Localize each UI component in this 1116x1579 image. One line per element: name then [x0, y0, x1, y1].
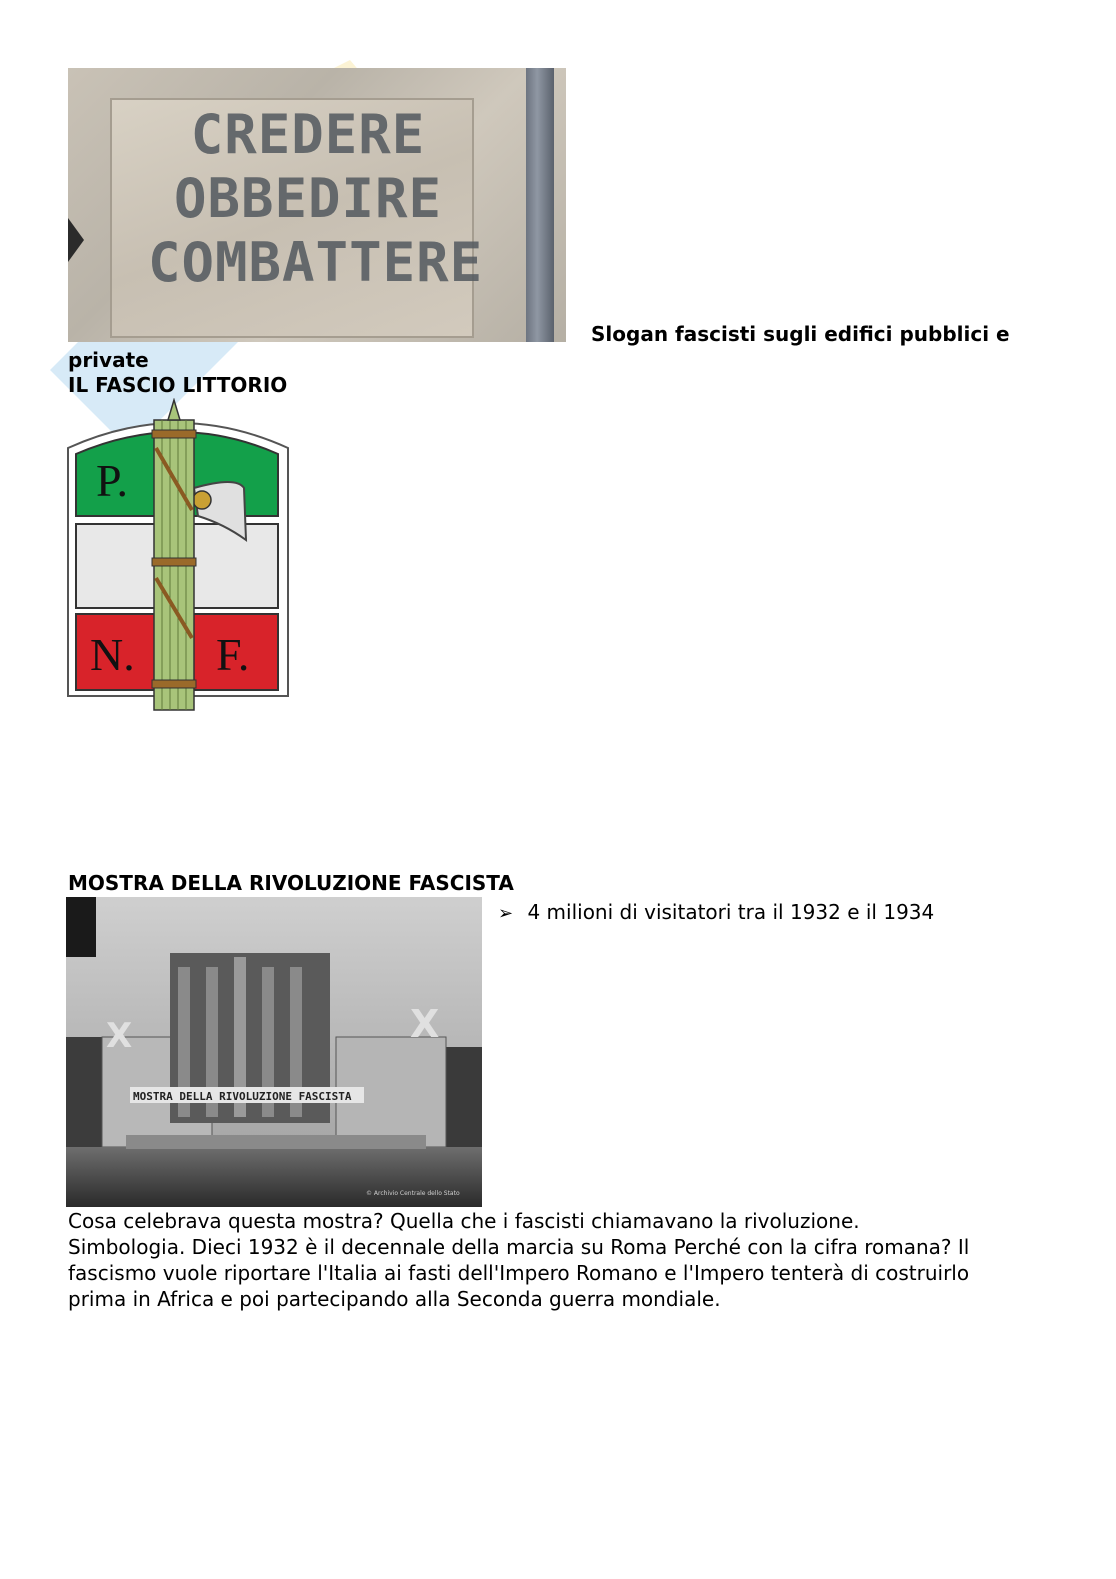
binding-band-3: [152, 680, 196, 688]
emblem-letter-f: F.: [216, 629, 250, 680]
paragraph-line-2: Simbologia. Dieci 1932 è il decennale della marcia su Roma Perché con la cifra romana? Il: [68, 1235, 970, 1259]
drain-pipe: [526, 68, 554, 342]
emblem-letter-p: P.: [96, 455, 128, 506]
left-building: [66, 1037, 106, 1157]
binding-band-2: [152, 558, 196, 566]
photo-dark-edge: [68, 218, 84, 262]
heading-fascio-littorio: IL FASCIO LITTORIO: [68, 373, 288, 397]
photo-credit: © Archivio Centrale dello Stato: [366, 1190, 460, 1197]
bullet-item: [498, 899, 934, 927]
mostra-photo: [66, 897, 482, 1207]
heading-mostra: MOSTRA DELLA RIVOLUZIONE FASCISTA: [68, 871, 514, 895]
paragraph-line-1: Cosa celebrava questa mostra? Quella che i fascisti chiamavano la rivoluzione.: [68, 1209, 860, 1233]
roman-x-left: X: [106, 1016, 133, 1056]
paragraph-line-4: prima in Africa e poi partecipando alla Seconda guerra mondiale.: [68, 1287, 721, 1311]
slogan-line-2: OBBEDIRE: [173, 167, 443, 230]
arrow-bullet-icon: ➢: [498, 903, 514, 924]
rod-tip: [168, 400, 180, 420]
right-building: [444, 1047, 482, 1157]
emblem-letter-n: N.: [90, 629, 135, 680]
binding-band-1: [152, 430, 196, 438]
wall-slogan-photo: [68, 68, 566, 342]
axe-head-ornament: [193, 491, 211, 509]
pnf-emblem: [66, 398, 290, 718]
paragraph-line-3: fascismo vuole riportare l'Italia ai fasti dell'Impero Romano e l'Impero tenterà di costruirlo: [68, 1261, 970, 1285]
roman-x-right: X: [410, 1002, 440, 1046]
slogan-caption: Slogan fascisti sugli edifici pubblici e: [591, 322, 1010, 346]
slogan-line-1: CREDERE: [190, 103, 426, 166]
slogan-caption-cont: private: [68, 348, 149, 372]
facade-inscription: MOSTRA DELLA RIVOLUZIONE FASCISTA: [133, 1090, 352, 1103]
bullet-text: 4 milioni di visitatori tra il 1932 e il 1934: [527, 900, 935, 924]
slogan-line-3: COMBATTERE: [148, 231, 484, 294]
